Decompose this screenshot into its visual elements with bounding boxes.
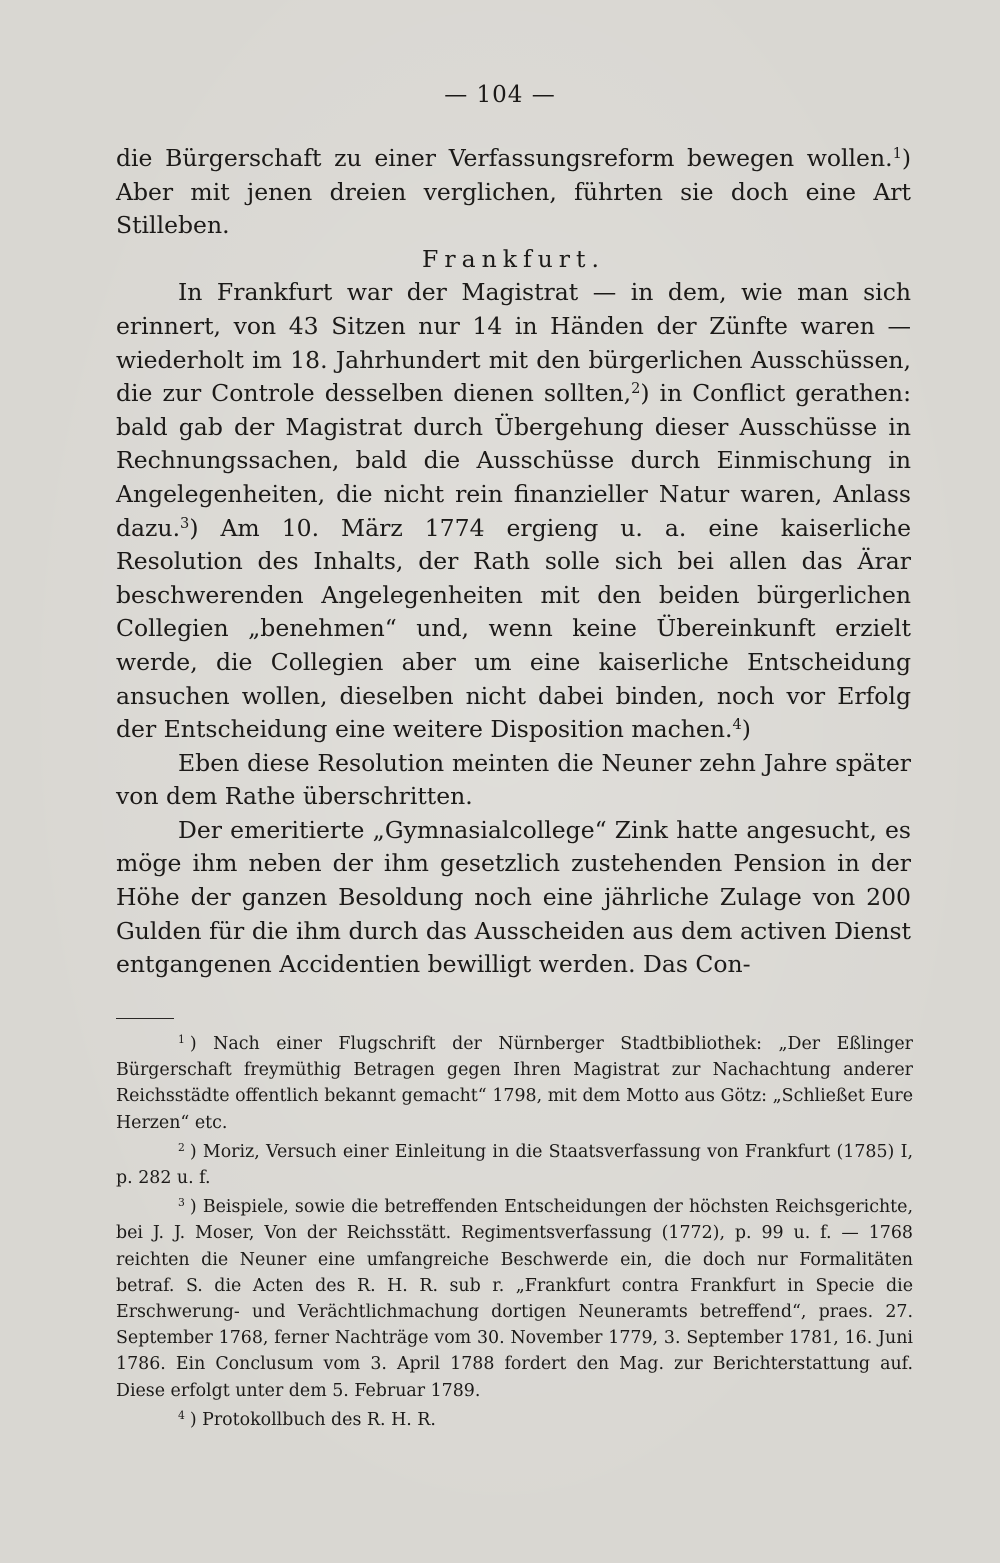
- footnote-text: ) Nach einer Flugschrift der Nürnberger Stadtbibliothek: „Der Eßlinger Bürgerschaft freymüthig Betragen gegen Ihren Magistrat zur Nachachtung anderer Reichsstädte offentlich bekannt gemacht“ 1798, mit dem Motto aus Götz: „Schließet Eure Herzen“ etc.: [116, 1034, 913, 1133]
- footnote-divider: [116, 1018, 174, 1019]
- paragraph-1-tail: ) Aber mit jenen dreien verglichen, führten sie doch eine Art Stilleben.: [116, 144, 911, 240]
- footnote-3: [116, 1194, 913, 1404]
- paragraph-2-tail: ): [741, 715, 751, 744]
- paragraph-2: [116, 276, 911, 746]
- paragraph-2-part-c: ) Am 10. März 1774 ergieng u. a. eine kaiserliche Resolution des Inhalts, der Rath solle sich bei allen das Ärar beschwerenden Angelegenheiten mit den beiden bürgerlichen Collegien „benehmen“ und, wenn keine Übereinkunft erzielt werde, die Collegien aber um eine kaiserliche Entscheidung ansuchen wollen, dieselben nicht dabei binden, noch vor Erfolg der Entscheidung eine weitere Disposition machen.: [116, 513, 911, 744]
- footnote-marker: 2: [178, 1140, 185, 1154]
- footnote-text: ) Moriz, Versuch einer Einleitung in die Staatsverfassung von Frankfurt (1785) I, p. 282 u. f.: [116, 1141, 913, 1189]
- paragraph-1-text: die Bürgerschaft zu einer Verfassungsreform bewegen wollen.: [116, 144, 893, 172]
- page-number: — 104 —: [444, 82, 556, 108]
- paragraph-2-part-a: In Frankfurt war der Magistrat — in dem, wie man sich erinnert, von 43 Sitzen nur 14 in Händen der Zünfte waren — wiederholt im 18. Jahrhundert mit den bürgerlichen Ausschüssen, die zur Controle desselben dienen sollten,: [116, 278, 911, 408]
- footnote-ref-1: 1: [892, 145, 902, 162]
- main-text: [116, 142, 911, 982]
- footnote-text: ) Beispiele, sowie die betreffenden Entscheidungen der höchsten Reichsgerichte, bei J. J. Moser, Von der Reichsstätt. Regimentsverfassung (1772), p. 99 u. f. — 1768 reichten die Neuner eine umfangreiche Beschwerde ein, die doch nur Formalitäten betraf. S. die Acten des R. H. R. sub r. „Frankfurt contra Frankfurt in Specie die Erschwerung- und Verächtlichmachung dortigen Neuneramts betreffend“, praes. 27. September 1768, ferner Nachträge vom 30. November 1779, 3. September 1781, 16. Juni 1786. Ein Conclusum vom 3. April 1788 fordert den Mag. zur Berichterstattung auf. Diese erfolgt unter dem 5. Februar 1789.: [116, 1197, 913, 1401]
- paragraph-4: Der emeritierte „Gymnasialcollege“ Zink hatte angesucht, es möge ihm neben der ihm gesetzlich zustehenden Pension in der Höhe der ganzen Besoldung noch eine jährliche Zulage von 200 Gulden für die ihm durch das Ausscheiden aus dem activen Dienst entgangenen Accidentien bewilligt werden. Das Con-: [116, 815, 911, 979]
- paragraph-3: Eben diese Resolution meinten die Neuner zehn Jahre später von dem Rathe überschritten.: [116, 748, 911, 811]
- footnote-text: ) Protokollbuch des R. H. R.: [189, 1409, 436, 1430]
- paragraph-1: [116, 142, 911, 243]
- footnote-2: [116, 1139, 913, 1191]
- section-heading: Frankfurt.: [422, 244, 605, 273]
- footnotes: [116, 1031, 913, 1433]
- footnote-marker: 3: [178, 1196, 185, 1210]
- footnote-marker: 4: [178, 1408, 185, 1422]
- footnote-marker: 1: [178, 1033, 185, 1047]
- footnote-1: [116, 1031, 913, 1136]
- footnote-4: [116, 1407, 913, 1433]
- footnote-ref-3: 3: [180, 514, 190, 532]
- paragraph-2-part-b: ) in Conflict gerathen: bald gab der Magistrat durch Übergehung dieser Ausschüsse in Rechnungssachen, bald die Ausschüsse durch Einmischung in Angelegenheiten, die nicht rein finanzieller Natur waren, Anlass dazu.: [116, 379, 911, 542]
- footnote-ref-4: 4: [732, 716, 742, 734]
- footnote-ref-2: 2: [631, 380, 641, 398]
